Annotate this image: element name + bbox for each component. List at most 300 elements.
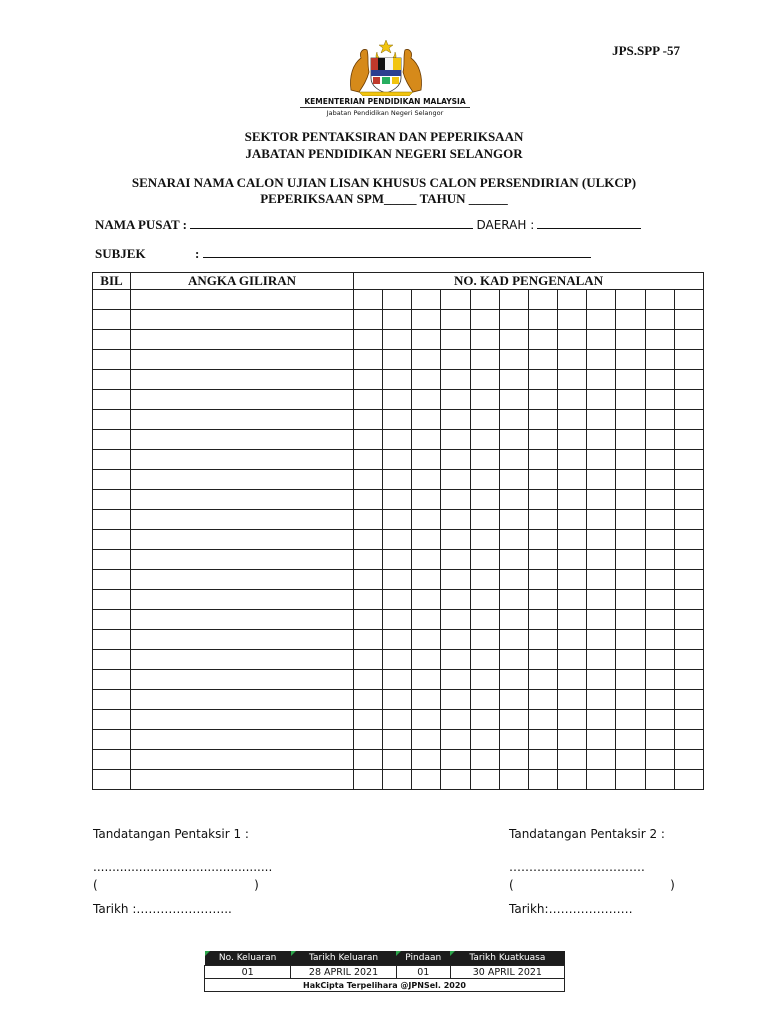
- kad-pengenalan-digit-cell[interactable]: [470, 290, 499, 310]
- kad-pengenalan-digit-cell[interactable]: [558, 550, 587, 570]
- bil-cell[interactable]: [93, 610, 131, 630]
- kad-pengenalan-digit-cell[interactable]: [383, 570, 412, 590]
- kad-pengenalan-digit-cell[interactable]: [528, 650, 557, 670]
- bil-cell[interactable]: [93, 510, 131, 530]
- kad-pengenalan-digit-cell[interactable]: [528, 770, 557, 790]
- kad-pengenalan-digit-cell[interactable]: [470, 770, 499, 790]
- kad-pengenalan-digit-cell[interactable]: [587, 370, 616, 390]
- kad-pengenalan-digit-cell[interactable]: [528, 730, 557, 750]
- kad-pengenalan-digit-cell[interactable]: [470, 370, 499, 390]
- kad-pengenalan-digit-cell[interactable]: [674, 350, 703, 370]
- kad-pengenalan-digit-cell[interactable]: [558, 630, 587, 650]
- kad-pengenalan-digit-cell[interactable]: [412, 450, 441, 470]
- kad-pengenalan-digit-cell[interactable]: [499, 370, 528, 390]
- kad-pengenalan-digit-cell[interactable]: [441, 750, 470, 770]
- kad-pengenalan-digit-cell[interactable]: [558, 690, 587, 710]
- kad-pengenalan-digit-cell[interactable]: [499, 710, 528, 730]
- bil-cell[interactable]: [93, 430, 131, 450]
- kad-pengenalan-digit-cell[interactable]: [383, 550, 412, 570]
- kad-pengenalan-digit-cell[interactable]: [528, 310, 557, 330]
- kad-pengenalan-digit-cell[interactable]: [412, 730, 441, 750]
- bil-cell[interactable]: [93, 310, 131, 330]
- kad-pengenalan-digit-cell[interactable]: [674, 530, 703, 550]
- kad-pengenalan-digit-cell[interactable]: [470, 490, 499, 510]
- kad-pengenalan-digit-cell[interactable]: [470, 550, 499, 570]
- kad-pengenalan-digit-cell[interactable]: [383, 590, 412, 610]
- kad-pengenalan-digit-cell[interactable]: [587, 630, 616, 650]
- kad-pengenalan-digit-cell[interactable]: [587, 690, 616, 710]
- kad-pengenalan-digit-cell[interactable]: [499, 450, 528, 470]
- kad-pengenalan-digit-cell[interactable]: [587, 510, 616, 530]
- kad-pengenalan-digit-cell[interactable]: [616, 630, 645, 650]
- kad-pengenalan-digit-cell[interactable]: [674, 690, 703, 710]
- kad-pengenalan-digit-cell[interactable]: [616, 710, 645, 730]
- kad-pengenalan-digit-cell[interactable]: [528, 590, 557, 610]
- kad-pengenalan-digit-cell[interactable]: [470, 730, 499, 750]
- kad-pengenalan-digit-cell[interactable]: [645, 410, 674, 430]
- kad-pengenalan-digit-cell[interactable]: [645, 510, 674, 530]
- bil-cell[interactable]: [93, 670, 131, 690]
- kad-pengenalan-digit-cell[interactable]: [441, 630, 470, 650]
- kad-pengenalan-digit-cell[interactable]: [470, 750, 499, 770]
- kad-pengenalan-digit-cell[interactable]: [412, 550, 441, 570]
- kad-pengenalan-digit-cell[interactable]: [412, 390, 441, 410]
- kad-pengenalan-digit-cell[interactable]: [354, 610, 383, 630]
- kad-pengenalan-digit-cell[interactable]: [412, 430, 441, 450]
- kad-pengenalan-digit-cell[interactable]: [674, 570, 703, 590]
- kad-pengenalan-digit-cell[interactable]: [587, 670, 616, 690]
- kad-pengenalan-digit-cell[interactable]: [441, 530, 470, 550]
- angka-giliran-cell[interactable]: [131, 430, 354, 450]
- kad-pengenalan-digit-cell[interactable]: [645, 670, 674, 690]
- kad-pengenalan-digit-cell[interactable]: [616, 350, 645, 370]
- kad-pengenalan-digit-cell[interactable]: [499, 590, 528, 610]
- kad-pengenalan-digit-cell[interactable]: [616, 670, 645, 690]
- kad-pengenalan-digit-cell[interactable]: [499, 670, 528, 690]
- kad-pengenalan-digit-cell[interactable]: [441, 570, 470, 590]
- kad-pengenalan-digit-cell[interactable]: [587, 570, 616, 590]
- signature-2-name[interactable]: ( ): [509, 878, 675, 892]
- kad-pengenalan-digit-cell[interactable]: [558, 430, 587, 450]
- kad-pengenalan-digit-cell[interactable]: [587, 310, 616, 330]
- kad-pengenalan-digit-cell[interactable]: [499, 610, 528, 630]
- kad-pengenalan-digit-cell[interactable]: [441, 470, 470, 490]
- kad-pengenalan-digit-cell[interactable]: [616, 330, 645, 350]
- kad-pengenalan-digit-cell[interactable]: [354, 770, 383, 790]
- kad-pengenalan-digit-cell[interactable]: [354, 650, 383, 670]
- bil-cell[interactable]: [93, 290, 131, 310]
- bil-cell[interactable]: [93, 770, 131, 790]
- angka-giliran-cell[interactable]: [131, 450, 354, 470]
- kad-pengenalan-digit-cell[interactable]: [528, 750, 557, 770]
- kad-pengenalan-digit-cell[interactable]: [412, 470, 441, 490]
- kad-pengenalan-digit-cell[interactable]: [354, 730, 383, 750]
- kad-pengenalan-digit-cell[interactable]: [645, 470, 674, 490]
- kad-pengenalan-digit-cell[interactable]: [528, 610, 557, 630]
- kad-pengenalan-digit-cell[interactable]: [499, 570, 528, 590]
- kad-pengenalan-digit-cell[interactable]: [645, 550, 674, 570]
- kad-pengenalan-digit-cell[interactable]: [499, 550, 528, 570]
- kad-pengenalan-digit-cell[interactable]: [558, 290, 587, 310]
- kad-pengenalan-digit-cell[interactable]: [383, 610, 412, 630]
- angka-giliran-cell[interactable]: [131, 530, 354, 550]
- kad-pengenalan-digit-cell[interactable]: [441, 510, 470, 530]
- kad-pengenalan-digit-cell[interactable]: [558, 610, 587, 630]
- angka-giliran-cell[interactable]: [131, 490, 354, 510]
- kad-pengenalan-digit-cell[interactable]: [587, 330, 616, 350]
- kad-pengenalan-digit-cell[interactable]: [441, 490, 470, 510]
- kad-pengenalan-digit-cell[interactable]: [528, 510, 557, 530]
- kad-pengenalan-digit-cell[interactable]: [412, 670, 441, 690]
- kad-pengenalan-digit-cell[interactable]: [528, 450, 557, 470]
- kad-pengenalan-digit-cell[interactable]: [412, 590, 441, 610]
- kad-pengenalan-digit-cell[interactable]: [558, 670, 587, 690]
- angka-giliran-cell[interactable]: [131, 750, 354, 770]
- kad-pengenalan-digit-cell[interactable]: [412, 530, 441, 550]
- kad-pengenalan-digit-cell[interactable]: [616, 590, 645, 610]
- kad-pengenalan-digit-cell[interactable]: [412, 330, 441, 350]
- kad-pengenalan-digit-cell[interactable]: [354, 330, 383, 350]
- kad-pengenalan-digit-cell[interactable]: [674, 330, 703, 350]
- kad-pengenalan-digit-cell[interactable]: [587, 750, 616, 770]
- kad-pengenalan-digit-cell[interactable]: [558, 330, 587, 350]
- kad-pengenalan-digit-cell[interactable]: [470, 310, 499, 330]
- angka-giliran-cell[interactable]: [131, 410, 354, 430]
- kad-pengenalan-digit-cell[interactable]: [412, 310, 441, 330]
- kad-pengenalan-digit-cell[interactable]: [616, 290, 645, 310]
- kad-pengenalan-digit-cell[interactable]: [558, 750, 587, 770]
- kad-pengenalan-digit-cell[interactable]: [354, 370, 383, 390]
- bil-cell[interactable]: [93, 530, 131, 550]
- kad-pengenalan-digit-cell[interactable]: [412, 510, 441, 530]
- kad-pengenalan-digit-cell[interactable]: [645, 350, 674, 370]
- kad-pengenalan-digit-cell[interactable]: [441, 710, 470, 730]
- kad-pengenalan-digit-cell[interactable]: [499, 770, 528, 790]
- kad-pengenalan-digit-cell[interactable]: [674, 510, 703, 530]
- kad-pengenalan-digit-cell[interactable]: [441, 370, 470, 390]
- kad-pengenalan-digit-cell[interactable]: [645, 650, 674, 670]
- kad-pengenalan-digit-cell[interactable]: [558, 530, 587, 550]
- kad-pengenalan-digit-cell[interactable]: [528, 430, 557, 450]
- kad-pengenalan-digit-cell[interactable]: [354, 590, 383, 610]
- kad-pengenalan-digit-cell[interactable]: [470, 610, 499, 630]
- kad-pengenalan-digit-cell[interactable]: [616, 450, 645, 470]
- kad-pengenalan-digit-cell[interactable]: [412, 410, 441, 430]
- kad-pengenalan-digit-cell[interactable]: [383, 470, 412, 490]
- kad-pengenalan-digit-cell[interactable]: [441, 310, 470, 330]
- kad-pengenalan-digit-cell[interactable]: [558, 730, 587, 750]
- kad-pengenalan-digit-cell[interactable]: [674, 630, 703, 650]
- kad-pengenalan-digit-cell[interactable]: [470, 630, 499, 650]
- kad-pengenalan-digit-cell[interactable]: [354, 710, 383, 730]
- kad-pengenalan-digit-cell[interactable]: [645, 570, 674, 590]
- kad-pengenalan-digit-cell[interactable]: [383, 630, 412, 650]
- kad-pengenalan-digit-cell[interactable]: [441, 650, 470, 670]
- kad-pengenalan-digit-cell[interactable]: [587, 450, 616, 470]
- kad-pengenalan-digit-cell[interactable]: [470, 530, 499, 550]
- kad-pengenalan-digit-cell[interactable]: [528, 390, 557, 410]
- kad-pengenalan-digit-cell[interactable]: [383, 490, 412, 510]
- bil-cell[interactable]: [93, 690, 131, 710]
- kad-pengenalan-digit-cell[interactable]: [470, 350, 499, 370]
- kad-pengenalan-digit-cell[interactable]: [354, 430, 383, 450]
- kad-pengenalan-digit-cell[interactable]: [354, 350, 383, 370]
- kad-pengenalan-digit-cell[interactable]: [499, 290, 528, 310]
- kad-pengenalan-digit-cell[interactable]: [587, 350, 616, 370]
- kad-pengenalan-digit-cell[interactable]: [383, 310, 412, 330]
- kad-pengenalan-digit-cell[interactable]: [616, 310, 645, 330]
- kad-pengenalan-digit-cell[interactable]: [528, 290, 557, 310]
- kad-pengenalan-digit-cell[interactable]: [616, 550, 645, 570]
- kad-pengenalan-digit-cell[interactable]: [470, 510, 499, 530]
- kad-pengenalan-digit-cell[interactable]: [470, 690, 499, 710]
- bil-cell[interactable]: [93, 490, 131, 510]
- angka-giliran-cell[interactable]: [131, 330, 354, 350]
- kad-pengenalan-digit-cell[interactable]: [470, 410, 499, 430]
- kad-pengenalan-digit-cell[interactable]: [470, 590, 499, 610]
- angka-giliran-cell[interactable]: [131, 570, 354, 590]
- kad-pengenalan-digit-cell[interactable]: [441, 690, 470, 710]
- kad-pengenalan-digit-cell[interactable]: [674, 430, 703, 450]
- kad-pengenalan-digit-cell[interactable]: [383, 430, 412, 450]
- kad-pengenalan-digit-cell[interactable]: [354, 750, 383, 770]
- kad-pengenalan-digit-cell[interactable]: [616, 430, 645, 450]
- kad-pengenalan-digit-cell[interactable]: [383, 330, 412, 350]
- kad-pengenalan-digit-cell[interactable]: [528, 530, 557, 550]
- kad-pengenalan-digit-cell[interactable]: [645, 290, 674, 310]
- kad-pengenalan-digit-cell[interactable]: [587, 390, 616, 410]
- kad-pengenalan-digit-cell[interactable]: [441, 590, 470, 610]
- kad-pengenalan-digit-cell[interactable]: [674, 550, 703, 570]
- kad-pengenalan-digit-cell[interactable]: [499, 630, 528, 650]
- kad-pengenalan-digit-cell[interactable]: [499, 470, 528, 490]
- kad-pengenalan-digit-cell[interactable]: [558, 370, 587, 390]
- kad-pengenalan-digit-cell[interactable]: [645, 690, 674, 710]
- bil-cell[interactable]: [93, 630, 131, 650]
- kad-pengenalan-digit-cell[interactable]: [558, 310, 587, 330]
- bil-cell[interactable]: [93, 470, 131, 490]
- kad-pengenalan-digit-cell[interactable]: [587, 730, 616, 750]
- kad-pengenalan-digit-cell[interactable]: [383, 690, 412, 710]
- kad-pengenalan-digit-cell[interactable]: [470, 430, 499, 450]
- kad-pengenalan-digit-cell[interactable]: [412, 750, 441, 770]
- angka-giliran-cell[interactable]: [131, 470, 354, 490]
- kad-pengenalan-digit-cell[interactable]: [645, 310, 674, 330]
- kad-pengenalan-digit-cell[interactable]: [674, 450, 703, 470]
- kad-pengenalan-digit-cell[interactable]: [412, 490, 441, 510]
- kad-pengenalan-digit-cell[interactable]: [528, 570, 557, 590]
- kad-pengenalan-digit-cell[interactable]: [441, 330, 470, 350]
- kad-pengenalan-digit-cell[interactable]: [616, 650, 645, 670]
- kad-pengenalan-digit-cell[interactable]: [383, 530, 412, 550]
- bil-cell[interactable]: [93, 450, 131, 470]
- kad-pengenalan-digit-cell[interactable]: [499, 350, 528, 370]
- angka-giliran-cell[interactable]: [131, 290, 354, 310]
- kad-pengenalan-digit-cell[interactable]: [354, 450, 383, 470]
- kad-pengenalan-digit-cell[interactable]: [354, 390, 383, 410]
- kad-pengenalan-digit-cell[interactable]: [354, 310, 383, 330]
- kad-pengenalan-digit-cell[interactable]: [528, 470, 557, 490]
- kad-pengenalan-digit-cell[interactable]: [558, 710, 587, 730]
- kad-pengenalan-digit-cell[interactable]: [674, 770, 703, 790]
- kad-pengenalan-digit-cell[interactable]: [558, 390, 587, 410]
- signature-1-date[interactable]: Tarikh :…………………...: [93, 902, 232, 916]
- kad-pengenalan-digit-cell[interactable]: [499, 430, 528, 450]
- kad-pengenalan-digit-cell[interactable]: [616, 370, 645, 390]
- kad-pengenalan-digit-cell[interactable]: [645, 430, 674, 450]
- kad-pengenalan-digit-cell[interactable]: [383, 410, 412, 430]
- kad-pengenalan-digit-cell[interactable]: [499, 310, 528, 330]
- kad-pengenalan-digit-cell[interactable]: [499, 530, 528, 550]
- kad-pengenalan-digit-cell[interactable]: [674, 650, 703, 670]
- kad-pengenalan-digit-cell[interactable]: [499, 510, 528, 530]
- kad-pengenalan-digit-cell[interactable]: [354, 530, 383, 550]
- kad-pengenalan-digit-cell[interactable]: [616, 470, 645, 490]
- kad-pengenalan-digit-cell[interactable]: [470, 650, 499, 670]
- angka-giliran-cell[interactable]: [131, 770, 354, 790]
- kad-pengenalan-digit-cell[interactable]: [499, 730, 528, 750]
- kad-pengenalan-digit-cell[interactable]: [645, 610, 674, 630]
- bil-cell[interactable]: [93, 650, 131, 670]
- bil-cell[interactable]: [93, 550, 131, 570]
- kad-pengenalan-digit-cell[interactable]: [645, 770, 674, 790]
- angka-giliran-cell[interactable]: [131, 310, 354, 330]
- kad-pengenalan-digit-cell[interactable]: [441, 390, 470, 410]
- kad-pengenalan-digit-cell[interactable]: [674, 590, 703, 610]
- kad-pengenalan-digit-cell[interactable]: [674, 750, 703, 770]
- kad-pengenalan-digit-cell[interactable]: [558, 510, 587, 530]
- kad-pengenalan-digit-cell[interactable]: [412, 350, 441, 370]
- kad-pengenalan-digit-cell[interactable]: [674, 310, 703, 330]
- kad-pengenalan-digit-cell[interactable]: [441, 290, 470, 310]
- kad-pengenalan-digit-cell[interactable]: [383, 370, 412, 390]
- kad-pengenalan-digit-cell[interactable]: [499, 390, 528, 410]
- angka-giliran-cell[interactable]: [131, 690, 354, 710]
- kad-pengenalan-digit-cell[interactable]: [587, 290, 616, 310]
- kad-pengenalan-digit-cell[interactable]: [441, 670, 470, 690]
- kad-pengenalan-digit-cell[interactable]: [383, 770, 412, 790]
- angka-giliran-cell[interactable]: [131, 670, 354, 690]
- kad-pengenalan-digit-cell[interactable]: [645, 590, 674, 610]
- kad-pengenalan-digit-cell[interactable]: [616, 390, 645, 410]
- kad-pengenalan-digit-cell[interactable]: [441, 410, 470, 430]
- kad-pengenalan-digit-cell[interactable]: [616, 690, 645, 710]
- kad-pengenalan-digit-cell[interactable]: [412, 770, 441, 790]
- kad-pengenalan-digit-cell[interactable]: [499, 490, 528, 510]
- kad-pengenalan-digit-cell[interactable]: [645, 530, 674, 550]
- kad-pengenalan-digit-cell[interactable]: [645, 710, 674, 730]
- kad-pengenalan-digit-cell[interactable]: [558, 350, 587, 370]
- kad-pengenalan-digit-cell[interactable]: [412, 650, 441, 670]
- kad-pengenalan-digit-cell[interactable]: [616, 510, 645, 530]
- kad-pengenalan-digit-cell[interactable]: [558, 410, 587, 430]
- kad-pengenalan-digit-cell[interactable]: [587, 550, 616, 570]
- kad-pengenalan-digit-cell[interactable]: [558, 570, 587, 590]
- kad-pengenalan-digit-cell[interactable]: [499, 330, 528, 350]
- kad-pengenalan-digit-cell[interactable]: [383, 710, 412, 730]
- kad-pengenalan-digit-cell[interactable]: [616, 610, 645, 630]
- signature-1-name[interactable]: ( ): [93, 878, 259, 892]
- angka-giliran-cell[interactable]: [131, 710, 354, 730]
- signature-2-date[interactable]: Tarikh:…………………: [509, 902, 633, 916]
- kad-pengenalan-digit-cell[interactable]: [528, 550, 557, 570]
- kad-pengenalan-digit-cell[interactable]: [674, 610, 703, 630]
- kad-pengenalan-digit-cell[interactable]: [441, 730, 470, 750]
- bil-cell[interactable]: [93, 370, 131, 390]
- kad-pengenalan-digit-cell[interactable]: [558, 450, 587, 470]
- kad-pengenalan-digit-cell[interactable]: [499, 690, 528, 710]
- kad-pengenalan-digit-cell[interactable]: [616, 530, 645, 550]
- angka-giliran-cell[interactable]: [131, 630, 354, 650]
- kad-pengenalan-digit-cell[interactable]: [354, 290, 383, 310]
- kad-pengenalan-digit-cell[interactable]: [383, 450, 412, 470]
- angka-giliran-cell[interactable]: [131, 730, 354, 750]
- kad-pengenalan-digit-cell[interactable]: [674, 410, 703, 430]
- kad-pengenalan-digit-cell[interactable]: [354, 550, 383, 570]
- kad-pengenalan-digit-cell[interactable]: [354, 490, 383, 510]
- kad-pengenalan-digit-cell[interactable]: [441, 450, 470, 470]
- kad-pengenalan-digit-cell[interactable]: [412, 630, 441, 650]
- kad-pengenalan-digit-cell[interactable]: [412, 710, 441, 730]
- bil-cell[interactable]: [93, 730, 131, 750]
- kad-pengenalan-digit-cell[interactable]: [499, 750, 528, 770]
- kad-pengenalan-digit-cell[interactable]: [645, 630, 674, 650]
- kad-pengenalan-digit-cell[interactable]: [441, 610, 470, 630]
- kad-pengenalan-digit-cell[interactable]: [470, 450, 499, 470]
- angka-giliran-cell[interactable]: [131, 510, 354, 530]
- kad-pengenalan-digit-cell[interactable]: [412, 570, 441, 590]
- bil-cell[interactable]: [93, 390, 131, 410]
- kad-pengenalan-digit-cell[interactable]: [528, 670, 557, 690]
- kad-pengenalan-digit-cell[interactable]: [558, 770, 587, 790]
- kad-pengenalan-digit-cell[interactable]: [558, 470, 587, 490]
- kad-pengenalan-digit-cell[interactable]: [674, 290, 703, 310]
- kad-pengenalan-digit-cell[interactable]: [528, 690, 557, 710]
- kad-pengenalan-digit-cell[interactable]: [645, 730, 674, 750]
- kad-pengenalan-digit-cell[interactable]: [674, 670, 703, 690]
- kad-pengenalan-digit-cell[interactable]: [412, 610, 441, 630]
- kad-pengenalan-digit-cell[interactable]: [383, 650, 412, 670]
- kad-pengenalan-digit-cell[interactable]: [674, 370, 703, 390]
- kad-pengenalan-digit-cell[interactable]: [587, 490, 616, 510]
- signature-2-line[interactable]: …………………………….: [509, 860, 645, 874]
- kad-pengenalan-digit-cell[interactable]: [441, 550, 470, 570]
- kad-pengenalan-digit-cell[interactable]: [528, 490, 557, 510]
- nama-pusat-input[interactable]: [190, 217, 473, 229]
- kad-pengenalan-digit-cell[interactable]: [383, 390, 412, 410]
- kad-pengenalan-digit-cell[interactable]: [441, 770, 470, 790]
- angka-giliran-cell[interactable]: [131, 390, 354, 410]
- kad-pengenalan-digit-cell[interactable]: [558, 650, 587, 670]
- kad-pengenalan-digit-cell[interactable]: [470, 570, 499, 590]
- kad-pengenalan-digit-cell[interactable]: [499, 410, 528, 430]
- kad-pengenalan-digit-cell[interactable]: [528, 630, 557, 650]
- bil-cell[interactable]: [93, 590, 131, 610]
- kad-pengenalan-digit-cell[interactable]: [383, 730, 412, 750]
- kad-pengenalan-digit-cell[interactable]: [354, 510, 383, 530]
- kad-pengenalan-digit-cell[interactable]: [616, 770, 645, 790]
- kad-pengenalan-digit-cell[interactable]: [470, 470, 499, 490]
- kad-pengenalan-digit-cell[interactable]: [383, 290, 412, 310]
- kad-pengenalan-digit-cell[interactable]: [616, 570, 645, 590]
- kad-pengenalan-digit-cell[interactable]: [558, 590, 587, 610]
- kad-pengenalan-digit-cell[interactable]: [645, 450, 674, 470]
- kad-pengenalan-digit-cell[interactable]: [645, 750, 674, 770]
- kad-pengenalan-digit-cell[interactable]: [528, 710, 557, 730]
- kad-pengenalan-digit-cell[interactable]: [674, 390, 703, 410]
- kad-pengenalan-digit-cell[interactable]: [616, 730, 645, 750]
- kad-pengenalan-digit-cell[interactable]: [616, 410, 645, 430]
